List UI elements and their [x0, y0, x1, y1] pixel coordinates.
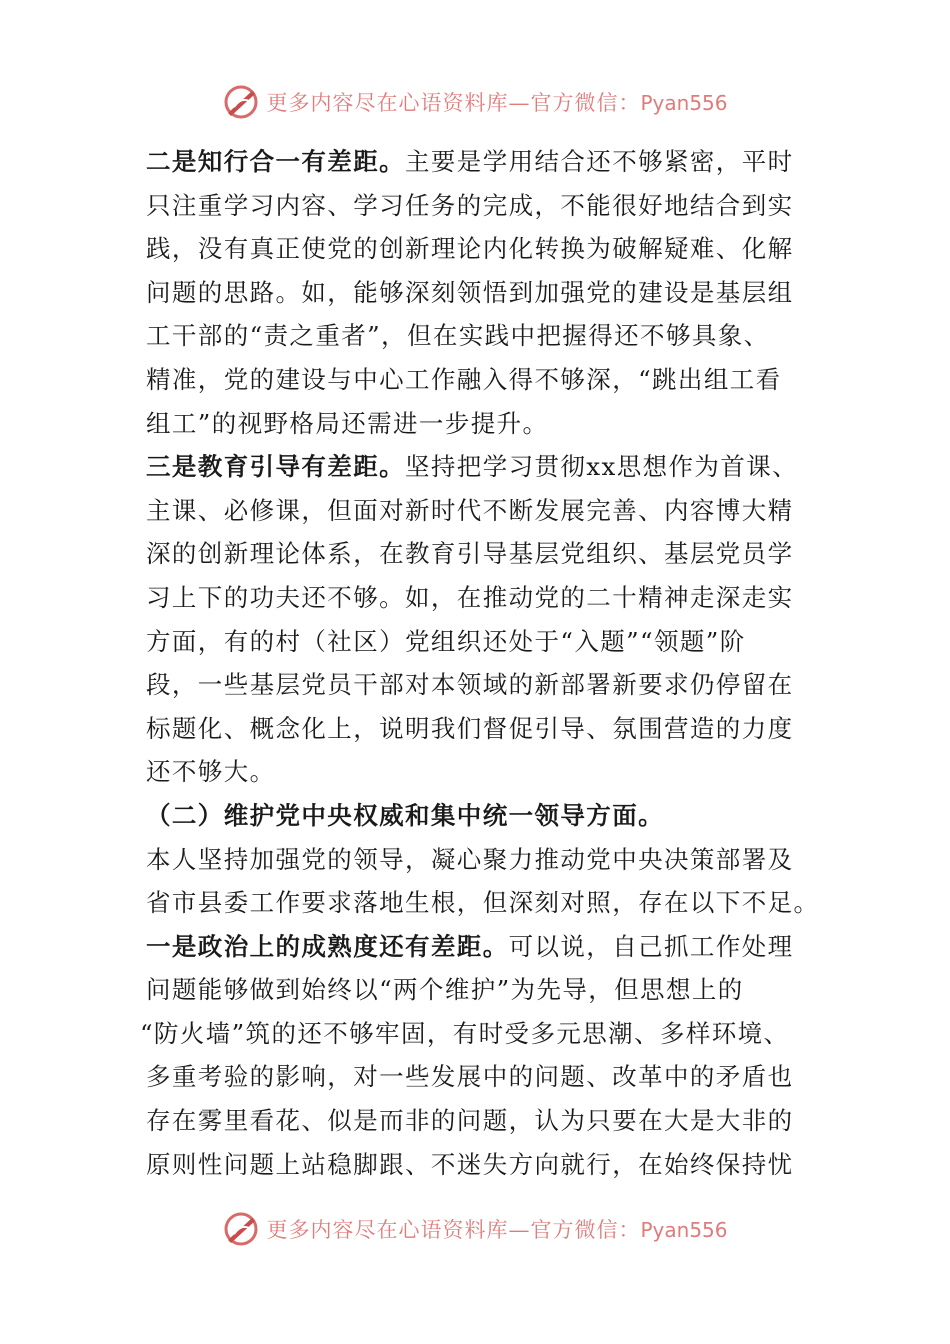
text-line [146, 227, 806, 271]
text-line [146, 750, 806, 794]
section-heading: 一是政治上的成熟度还有差距。 [146, 931, 509, 961]
body-text: 多重考验的影响，对一些发展中的问题、改革中的矛盾也 [146, 1062, 794, 1092]
body-text: 问题能够做到始终以“两个维护”为先导，但思想上的 [146, 975, 744, 1005]
body-text: 组工”的视野格局还需进一步提升。 [146, 408, 549, 438]
header-banner-text: 更多内容尽在心语资料库—官方微信：Pyan556 [266, 91, 728, 115]
body-text: 只注重学习内容、学习任务的完成，不能很好地结合到实 [146, 190, 794, 220]
body-text: 深的创新理论体系，在教育引导基层党组织、基层党员学 [146, 539, 794, 569]
text-line [146, 1055, 806, 1099]
body-text: 存在雾里看花、似是而非的问题，认为只要在大是大非的 [146, 1106, 794, 1136]
text-line [146, 1099, 806, 1143]
pen-circle-logo-icon [222, 83, 260, 121]
text-line [146, 968, 806, 1012]
body-text: 本人坚持加强党的领导，凝心聚力推动党中央决策部署及 [146, 844, 794, 874]
text-line [146, 140, 806, 184]
text-line [146, 620, 806, 664]
text-line [146, 314, 806, 358]
text-line [146, 794, 806, 838]
text-line [146, 576, 806, 620]
footer-banner-text: 更多内容尽在心语资料库—官方微信：Pyan556 [266, 1218, 728, 1242]
body-text: 可以说，自己抓工作处理 [508, 931, 794, 961]
body-text: 习上下的功夫还不够。如，在推动党的二十精神走深走实 [146, 582, 794, 612]
text-line [146, 707, 806, 751]
section-heading: （二）维护党中央权威和集中统一领导方面。 [146, 800, 664, 830]
body-text: 原则性问题上站稳脚跟、不迷失方向就行，在始终保持忧 [146, 1149, 794, 1179]
body-text: “防火墙”筑的还不够牢固，有时受多元思潮、多样环境、 [140, 1018, 790, 1048]
body-text: 工干部的“责之重者”，但在实践中把握得还不够具象、 [146, 321, 770, 351]
body-text: 主课、必修课，但面对新时代不断发展完善、内容博大精 [146, 495, 794, 525]
body-text: 践，没有真正使党的创新理论内化转换为破解疑难、化解 [146, 234, 794, 264]
text-line [146, 184, 806, 228]
text-line [146, 532, 806, 576]
body-text: 标题化、概念化上，说明我们督促引导、氛围营造的力度 [146, 713, 794, 743]
text-line [146, 838, 806, 882]
body-text: 主要是学用结合还不够紧密，平时 [405, 147, 794, 176]
body-text: 段，一些基层党员干部对本领域的新部署新要求仍停留在 [146, 670, 794, 700]
text-line [146, 1143, 806, 1187]
text-line [146, 402, 806, 446]
body-text: 坚持把学习贯彻xx思想作为首课、 [405, 452, 799, 482]
document-body [140, 140, 820, 1186]
text-line [146, 881, 820, 925]
body-text: 问题的思路。如，能够深刻领悟到加强党的建设是基层组 [146, 277, 794, 307]
body-text: 精准，党的建设与中心工作融入得不够深，“跳出组工看 [146, 364, 782, 394]
text-line [146, 358, 806, 402]
text-line [140, 1012, 806, 1056]
text-line [146, 925, 806, 969]
header-banner [0, 80, 950, 124]
text-line [146, 489, 806, 533]
body-text: 方面，有的村（社区）党组织还处于“入题”“领题”阶 [146, 626, 746, 656]
body-text: 还不够大。 [146, 757, 276, 787]
body-text: 省市县委工作要求落地生根，但深刻对照，存在以下不足。 [146, 888, 820, 918]
section-heading: 二是知行合一有差距。 [146, 147, 405, 176]
section-heading: 三是教育引导有差距。 [146, 452, 405, 482]
text-line [146, 271, 806, 315]
footer-banner [0, 1207, 950, 1251]
text-line [146, 663, 806, 707]
pen-circle-logo-icon [222, 1210, 260, 1248]
text-line [146, 445, 806, 489]
